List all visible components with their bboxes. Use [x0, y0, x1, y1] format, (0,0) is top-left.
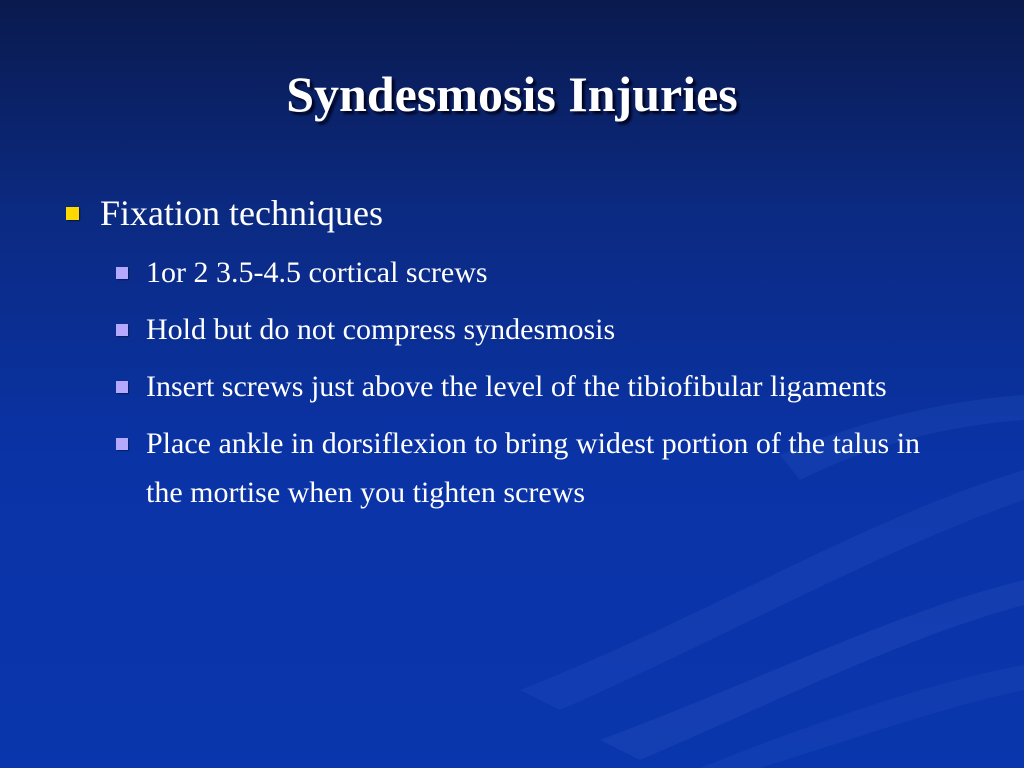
sub-bullet-text: Place ankle in dorsiflexion to bring widest portion of the talus in the mortise when you tighten screws	[146, 427, 921, 509]
sub-bullet-text: Hold but do not compress syndesmosis	[146, 313, 616, 346]
slide-title: Syndesmosis Injuries	[286, 66, 738, 122]
slide-content	[62, 190, 962, 525]
square-bullet-icon	[116, 438, 128, 450]
square-bullet-icon	[66, 207, 79, 220]
sub-bullet-text: 1or 2 3.5-4.5 cortical screws	[146, 256, 488, 289]
sub-bullet-item	[108, 305, 962, 354]
square-bullet-icon	[116, 381, 128, 393]
sub-bullet-item	[108, 362, 962, 411]
sub-bullet-text: Insert screws just above the level of the tibiofibular ligaments	[146, 370, 887, 403]
sub-bullet-item	[108, 248, 962, 297]
sub-bullet-item	[108, 419, 962, 517]
sub-bullet-list	[62, 248, 962, 517]
bullet-text: Fixation techniques	[100, 193, 383, 233]
square-bullet-icon	[116, 267, 128, 279]
square-bullet-icon	[116, 324, 128, 336]
bullet-fixation-techniques	[62, 190, 962, 236]
